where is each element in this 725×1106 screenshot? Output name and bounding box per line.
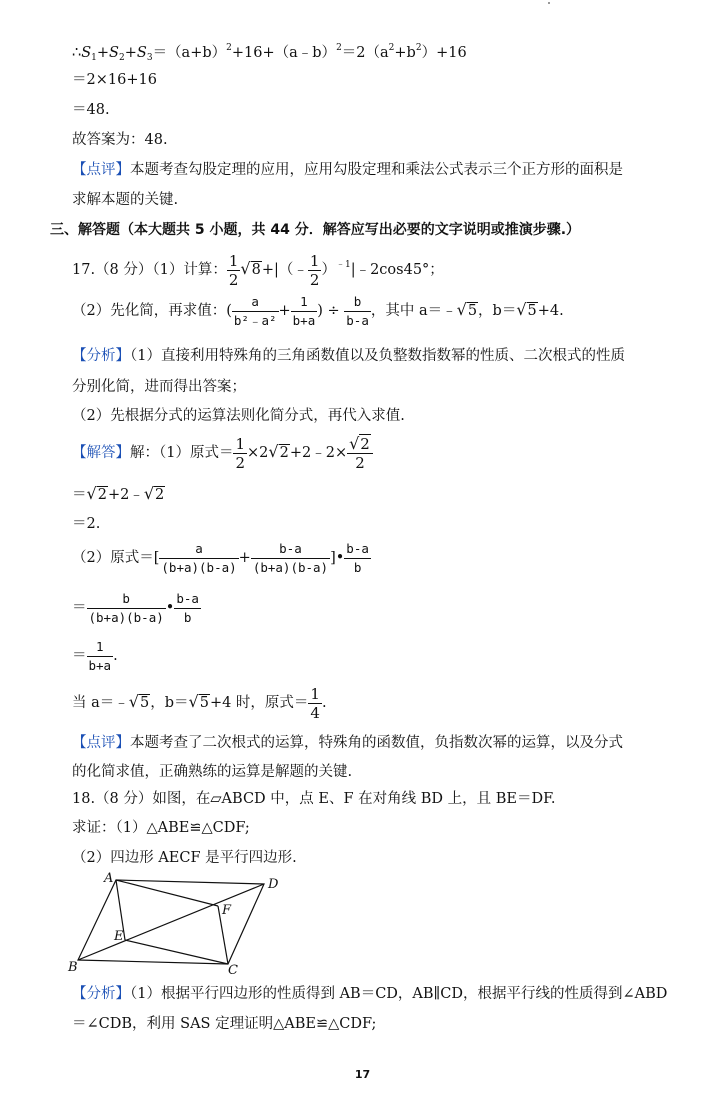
diagonal-bd [78,884,264,960]
analysis-17-line-1: 【分析】（1）直接利用特殊角的三角函数值以及负整数指数幂的性质、二次根式的性质 [72,348,625,364]
q18-line-2: 求证：（1）△ABE≌△CDF; [72,820,250,836]
page-number: 17 [354,1068,371,1081]
q17-part2: （2）先化简，再求值：( $\frac{a}{\text{b²﹣a²}}$ + $\frac{1}{b+a}$ ) ÷ $\frac{b}{b-a}$ ，其中 a＝﹣√5，b＝√5+4. [72,293,564,328]
review-2-line-2: 的化简求值，正确熟练的运算是解题的关键. [72,764,353,780]
solution-17-line-3: ＝2. [72,516,101,532]
analysis-17-line-3: （2）先根据分式的运算法则化简分式，再代入求值. [72,408,405,424]
review-1-line-2: 求解本题的关键. [72,192,179,208]
solution-17-line-4: （2）原式＝[ $\frac{a}{(b+a)(b-a)}$ + $\frac{b-a}{(b+a)(b-a)}$ ]• $\frac{b-a}{b}$ [72,540,369,575]
label-a: A [104,871,114,886]
equation-step-3: ＝48. [72,102,110,118]
q18-line-1: 18.（8 分）如图，在▱ABCD 中，点 E、F 在对角线 BD 上，且 BE＝DF. [72,791,556,807]
label-c: C [228,963,238,978]
solution-17-line-6: ＝ $\frac{1}{b+a}$ . [72,638,118,673]
segment-af [116,880,218,906]
equation-sum-of-areas: $\therefore S_1+S_2+S_3=(a+b)^2+16+(a﹣b)^2=2(a^2+b^2)+16$ [72,43,467,63]
scan-speck [548,2,550,4]
solution-17-line-1: 【解答】解：（1）原式＝ $\frac{1}{2}$ ×2√2+2﹣2× $\frac{√2}{2}$ [72,432,373,473]
analysis-17-line-2: 分别化简，进而得出答案； [72,379,246,395]
review-1-line-1: 【点评】本题考查勾股定理的应用，应用勾股定理和乘法公式表示三个正方形的面积是 [72,162,623,178]
parallelogram-figure [60,868,300,978]
label-e: E [114,929,124,944]
review-2-line-1: 【点评】本题考查了二次根式的运算，特殊角的函数值，负指数次幂的运算，以及分式 [72,735,623,751]
fraction-half-1: $\frac{1}{2}$ [228,251,239,289]
q18-line-3: （2）四边形 AECF 是平行四边形. [72,850,297,866]
segment-ec [125,940,228,964]
equation-step-2: ＝2×16+16 [72,72,157,88]
label-b: B [68,960,78,975]
review-tag: 【点评】 [72,162,130,178]
solution-17-line-7: 当 a＝﹣√5，b＝√5+4 时，原式＝ $\frac{1}{4}$ . [72,684,327,722]
answer-line: 故答案为：48. [72,132,168,148]
solution-17-line-5: ＝ $\frac{b}{(b+a)(b-a)}$ • $\frac{b-a}{b}$ [72,590,199,625]
fraction-half-2: $\frac{1}{2}$ [309,251,320,289]
analysis-18-line-2: ＝∠CDB，利用 SAS 定理证明△ABE≌△CDF; [72,1016,377,1032]
solution-17-line-2: ＝√2+2﹣√2 [72,484,165,503]
q17-part1: 17.（8 分）（1）计算： $\frac{1}{2}$ √8+|（﹣ $\frac{1}{2}$ ）$^{﹣1}$|﹣2cos45°； [72,251,444,289]
analysis-18-line-1: 【分析】（1）根据平行四边形的性质得到 AB＝CD，AB∥CD，根据平行线的性质得到∠ABD [72,986,668,1002]
label-d: D [268,877,279,892]
section-heading: 三、解答题（本大题共 5 小题，共 44 分．解答应写出必要的文字说明或推演步骤.） [50,222,581,238]
label-f: F [222,903,232,918]
